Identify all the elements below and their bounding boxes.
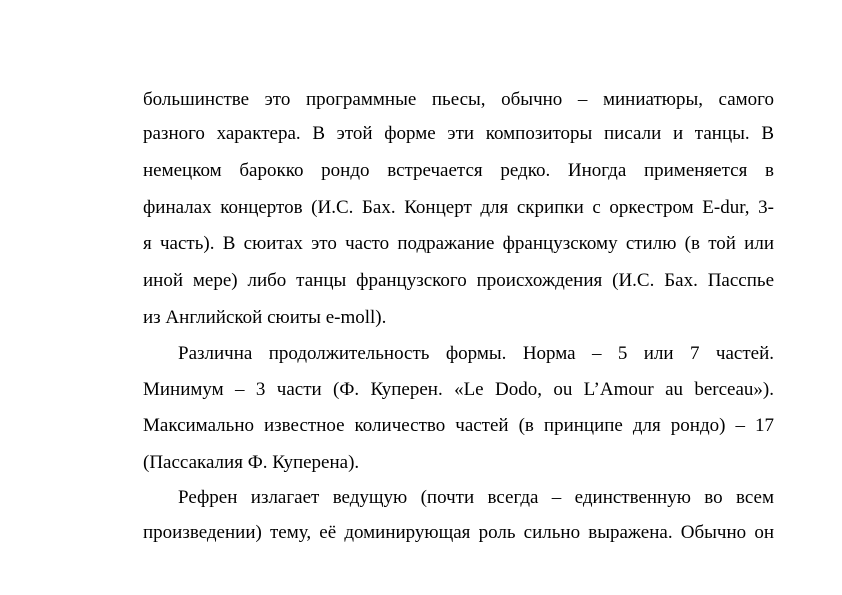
text-line: я часть). В сюитах это часто подражание французскому стилю (в той или [143, 233, 774, 254]
text-line: (Пассакалия Ф. Куперена). [143, 452, 360, 473]
text-line: произведении) тему, её доминирующая роль сильно выражена. Обычно он [143, 522, 774, 543]
text-line: финалах концертов (И.С. Бах. Концерт для скрипки с оркестром E-dur, 3- [143, 197, 774, 218]
text-line: из Английской сюиты e-moll). [143, 307, 387, 328]
text-line: немецком барокко рондо встречается редко. Иногда применяется в [143, 160, 774, 181]
text-line: иной мере) либо танцы французского происхождения (И.С. Бах. Пасспье [143, 270, 774, 291]
text-line: Минимум – 3 части (Ф. Куперен. «Le Dodo, ou L’Amour au berceau»). [143, 379, 774, 400]
text-line: большинстве это программные пьесы, обычно – миниатюры, самого [143, 89, 774, 110]
text-line: разного характера. В этой форме эти композиторы писали и танцы. В [143, 123, 774, 144]
text-line: Максимально известное количество частей (в принципе для рондо) – 17 [143, 415, 774, 436]
text-line: Различна продолжительность формы. Норма – 5 или 7 частей. [178, 343, 774, 364]
text-line: Рефрен излагает ведущую (почти всегда – единственную во всем [178, 487, 774, 508]
